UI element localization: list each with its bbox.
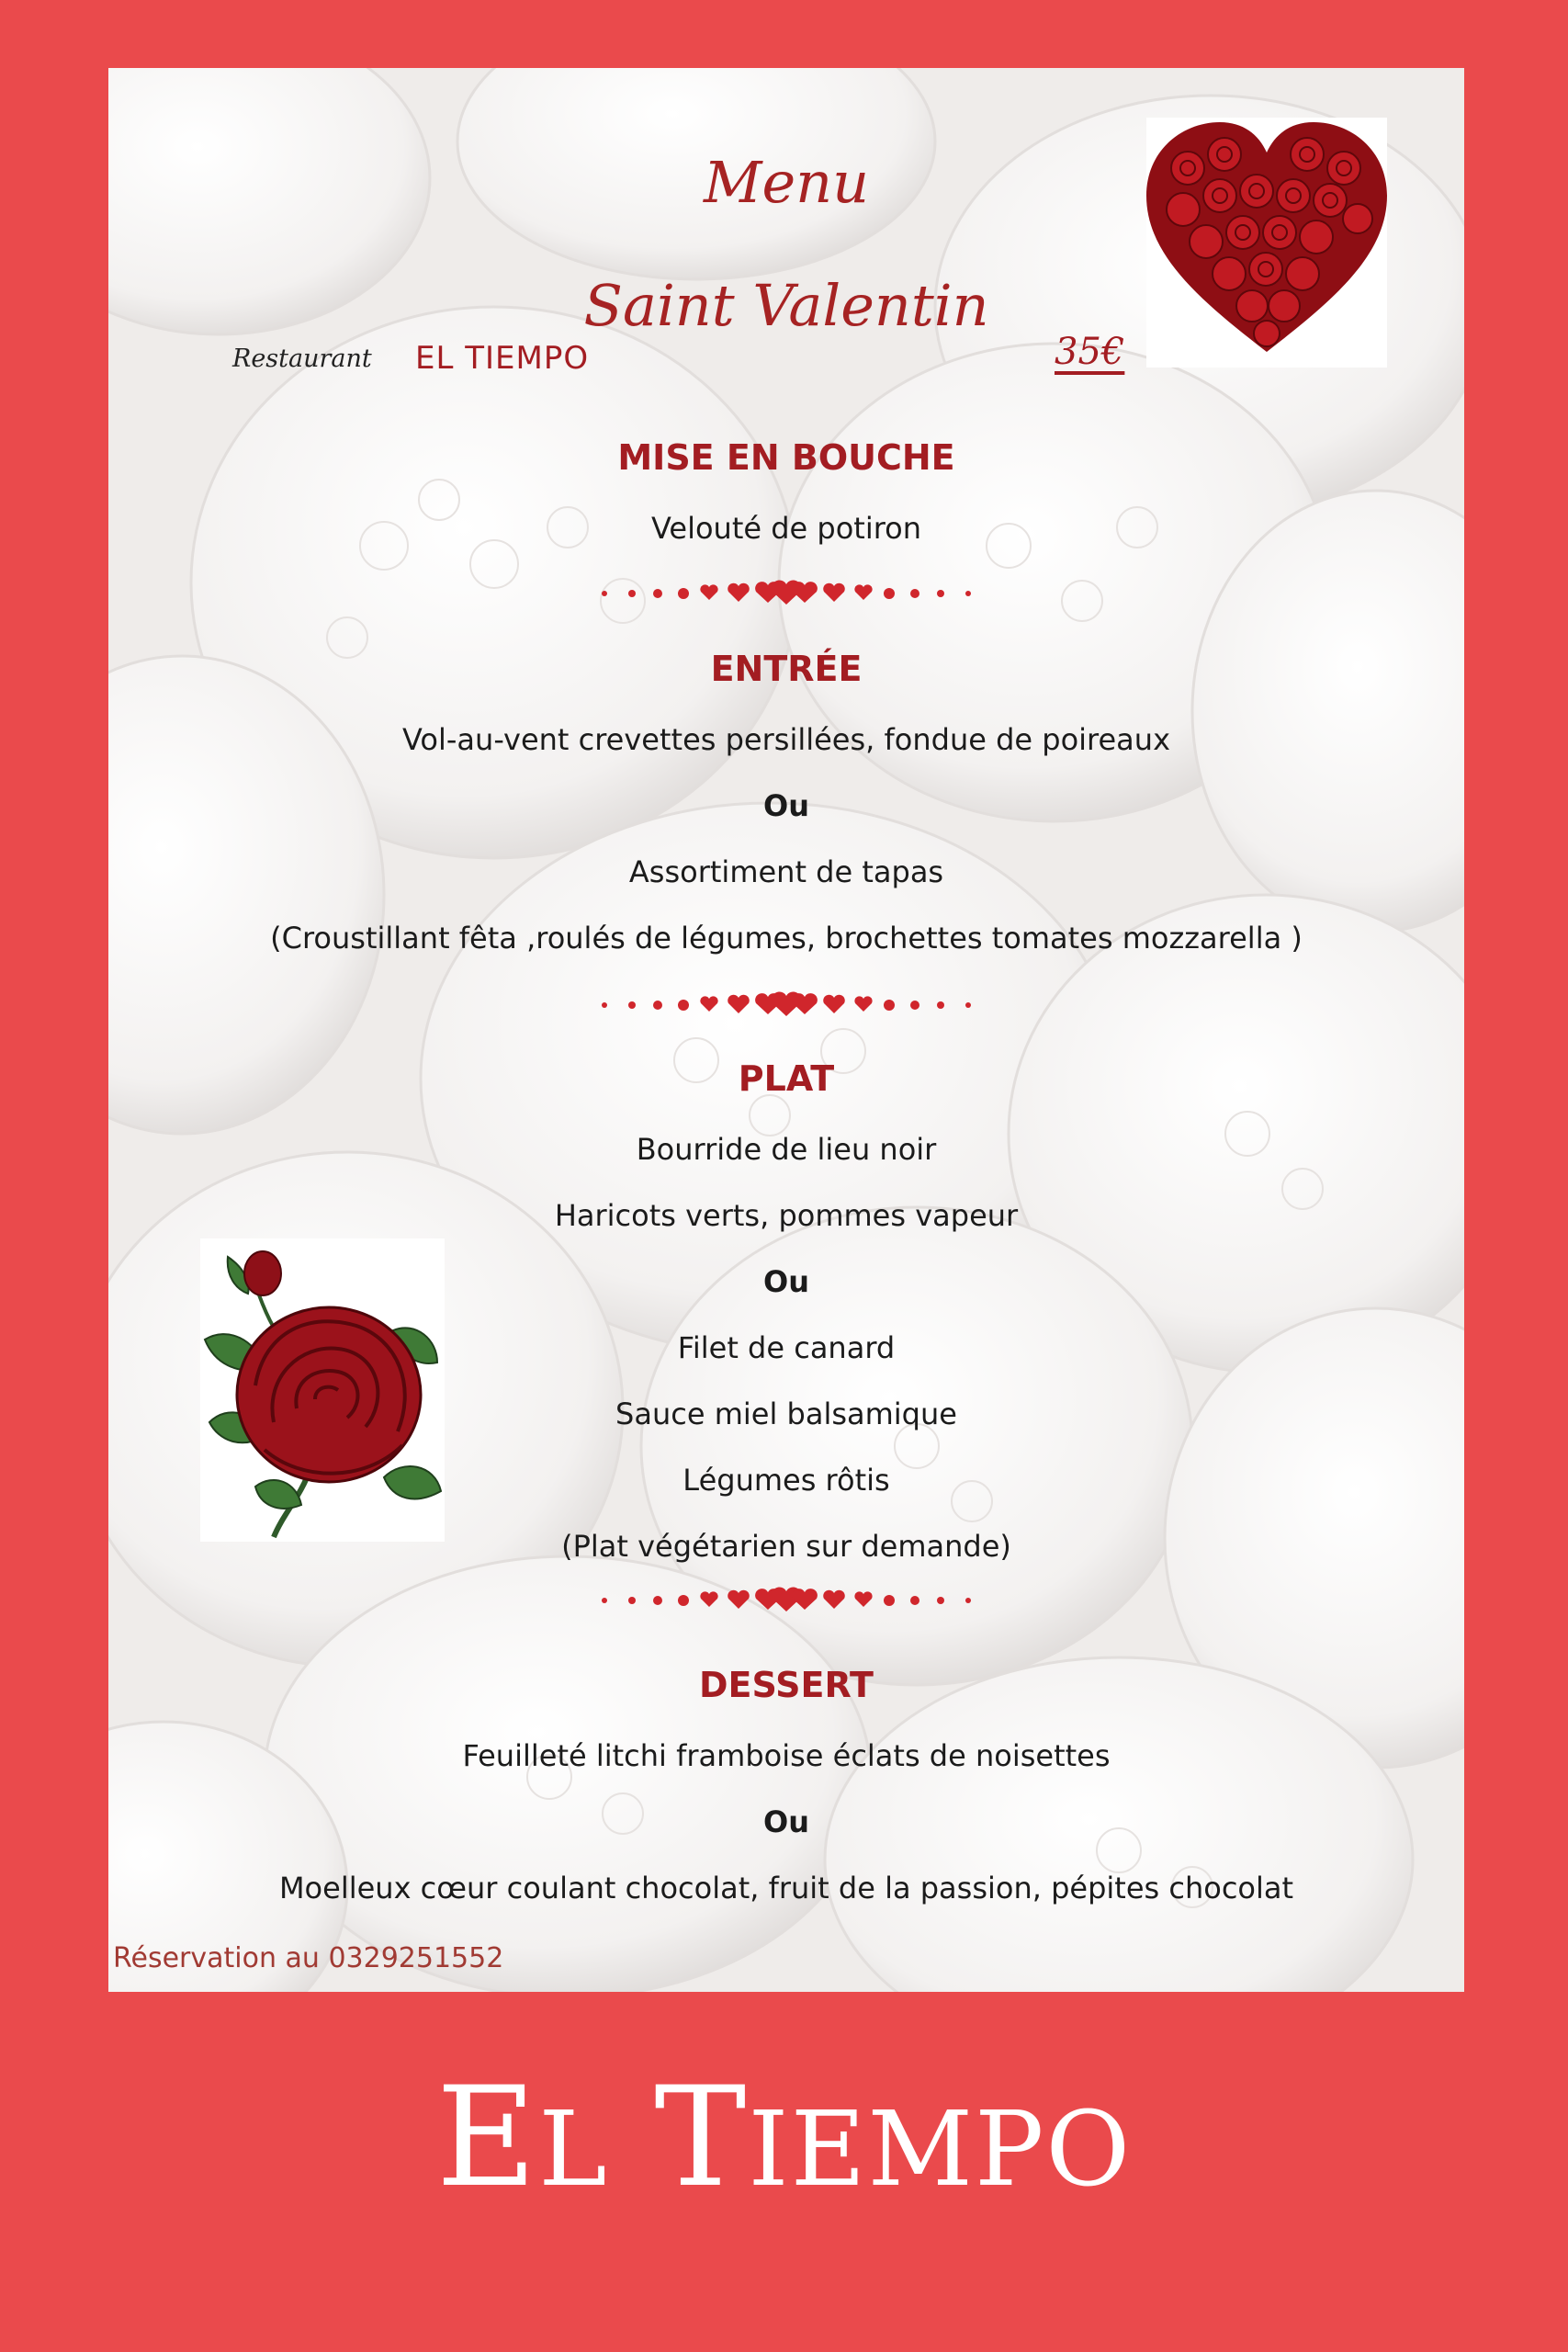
brand-title — [0, 2058, 1568, 2218]
hearts-divider — [595, 987, 977, 1023]
menu-sheet — [108, 68, 1464, 1992]
or-separator: Ou — [763, 788, 809, 823]
menu-price: 35€ — [1055, 331, 1125, 373]
section-heading-entree: ENTRÉE — [710, 649, 863, 689]
menu-item-side: Légumes rôtis — [682, 1463, 890, 1498]
menu-item-sauce: Sauce miel balsamique — [615, 1396, 957, 1431]
menu-item-side: Haricots verts, pommes vapeur — [554, 1198, 1019, 1233]
menu-item-detail: (Croustillant fêta ,roulés de légumes, brochettes tomates mozzarella ) — [270, 921, 1303, 956]
menu-item-note: (Plat végétarien sur demande) — [561, 1529, 1011, 1564]
or-separator: Ou — [763, 1264, 809, 1299]
menu-item: Vol-au-vent crevettes persillées, fondue de poireaux — [402, 722, 1170, 757]
section-heading-mise-en-bouche: MISE EN BOUCHE — [617, 437, 955, 478]
brand-rest-l: L — [538, 2090, 609, 2210]
menu-item: Filet de canard — [677, 1330, 896, 1365]
brand-initial-t: T — [654, 2058, 749, 2218]
reservation-phone: Réservation au 0329251552 — [113, 1942, 504, 1974]
section-heading-plat: PLAT — [738, 1058, 835, 1099]
menu-item: Feuilleté litchi framboise éclats de noisettes — [462, 1738, 1111, 1773]
hearts-divider — [595, 1582, 977, 1619]
section-heading-dessert: DESSERT — [699, 1665, 874, 1705]
menu-title: Menu — [703, 149, 870, 216]
or-separator: Ou — [763, 1804, 809, 1839]
hearts-divider — [595, 575, 977, 612]
restaurant-name: EL TIEMPO — [415, 340, 590, 377]
restaurant-label: Restaurant — [232, 345, 372, 373]
menu-item: Assortiment de tapas — [628, 854, 944, 889]
brand-rest-iempo: IEMPO — [748, 2090, 1133, 2210]
brand-initial-e: E — [435, 2058, 539, 2218]
menu-subtitle: Saint Valentin — [583, 272, 989, 339]
menu-item: Bourride de lieu noir — [636, 1132, 937, 1167]
menu-item: Moelleux cœur coulant chocolat, fruit de la passion, pépites chocolat — [278, 1871, 1294, 1905]
menu-item: Velouté de potiron — [650, 511, 922, 546]
